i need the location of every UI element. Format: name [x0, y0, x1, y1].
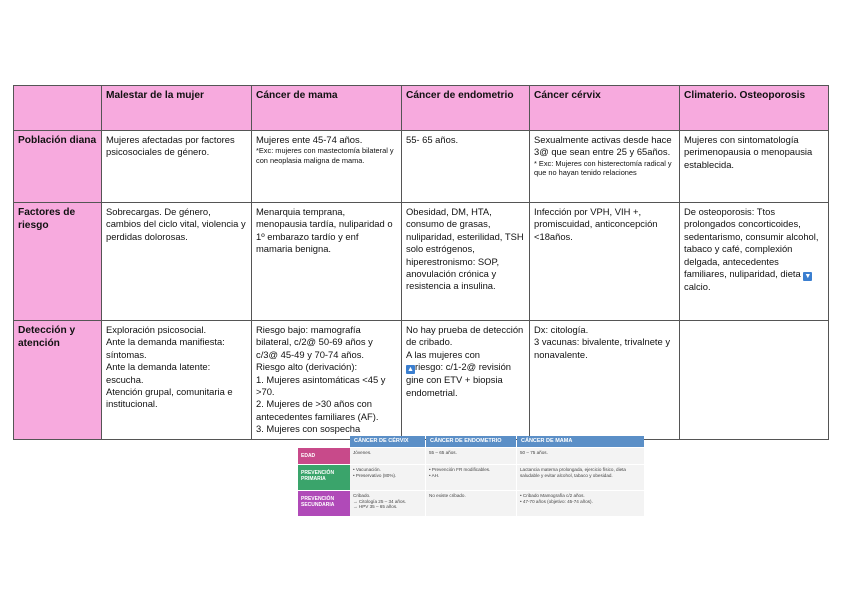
header-cancer-endometrio: Cáncer de endometrio: [402, 86, 530, 131]
cell-poblacion-mama: Mujeres ente 45-74 años. *Exc: mujeres con mastectomía bilateral y con neoplasia maligna de mama.: [252, 131, 402, 203]
row-label-factores: Factores de riesgo: [14, 203, 102, 321]
note-mama: *Exc: mujeres con mastectomía bilateral y con neoplasia maligna de mama.: [256, 146, 394, 165]
cell-factores-malestar: Sobrecargas. De género, cambios del ciclo vital, violencia y perdidas dolorosas.: [102, 203, 252, 321]
cell-deteccion-climaterio: [680, 321, 829, 440]
row-deteccion: [14, 321, 829, 440]
cell-factores-cervix: Infección por VPH, VIH +, promiscuidad, anticoncepción <18años.: [530, 203, 680, 321]
mini-row-primaria: PREVENCIÓN PRIMARIA: [298, 465, 350, 490]
mini-row-secundaria: PREVENCIÓN SECUNDARIA: [298, 491, 350, 516]
mini-cell: Cribado. → Citología 25 – 34 años. → HPV 35 – 65 años.: [350, 491, 425, 516]
header-malestar: Malestar de la mujer: [102, 86, 252, 131]
row-factores: [14, 203, 829, 321]
mini-header-endometrio: CÁNCER DE ENDOMETRIO: [426, 436, 516, 447]
cell-factores-climaterio: De osteoporosis: Ttos prolongados concorticoides, sedentarismo, consumir alcohol, tabaco y café, complexión delgada, antecedentes familiares, nuliparidad, dieta ▼ calcio.: [680, 203, 829, 321]
cell-factores-mama: Menarquia temprana, menopausia tardía, nuliparidad o 1º embarazo tardío y enf mamaria benigna.: [252, 203, 402, 321]
mini-row-edad: EDAD: [298, 448, 350, 464]
row-label-deteccion: Detección y atención: [14, 321, 102, 440]
mini-cell: No existe cribado.: [426, 491, 516, 516]
cell-poblacion-endometrio: 55- 65 años.: [402, 131, 530, 203]
mini-cell: Jóvenes.: [350, 448, 425, 464]
mini-cell: 50 – 75 años.: [517, 448, 644, 464]
row-label-poblacion: Población diana: [14, 131, 102, 203]
header-climaterio: Climaterio. Osteoporosis: [680, 86, 829, 131]
cell-poblacion-malestar: Mujeres afectadas por factores psicosociales de género.: [102, 131, 252, 203]
mini-cell: 55 – 65 años.: [426, 448, 516, 464]
cell-poblacion-climaterio: Mujeres con sintomatología perimenopausia o menopausia establecida.: [680, 131, 829, 203]
summary-image: [298, 436, 644, 516]
header-row: [14, 86, 829, 131]
cell-deteccion-malestar: Exploración psicosocial. Ante la demanda manifiesta: síntomas. Ante la demanda latente: escucha. Atención grupal, comunitaria e institucional.: [102, 321, 252, 440]
mini-cell: Lactancia materna prolongada, ejercicio físico, dieta saludable y evitar alcohol, tabaco y obesidad.: [517, 465, 644, 490]
mini-header-mama: CÁNCER DE MAMA: [517, 436, 644, 447]
down-arrow-icon: ▼: [804, 273, 812, 281]
mini-cell: • Vacunación. • Preservativo (80%).: [350, 465, 425, 490]
note-cervix: * Exc: Mujeres con histerectomía radical y que no hayan tenido relaciones: [534, 158, 672, 178]
up-arrow-icon: ▲: [407, 366, 414, 374]
cell-factores-endometrio: Obesidad, DM, HTA, consumo de grasas, nuliparidad, esterilidad, TSH solo estrógenos, hiperestronismo: SOP, anovulación crónica y resistencia a insulina.: [402, 203, 530, 321]
cell-deteccion-cervix: Dx: citología. 3 vacunas: bivalente, trivalnete y nonavalente.: [530, 321, 680, 440]
mini-cell: • Prevención FR modificables. • AH.: [426, 465, 516, 490]
row-poblacion: [14, 131, 829, 203]
cell-deteccion-endometrio: No hay prueba de detección de cribado. A las mujeres con ▲riesgo: c/1-2@ revisión gine con ETV + biopsia endometrial.: [402, 321, 530, 440]
mini-cell: • Cribado Mamografía c/2 años. • 47-70 años (objetivo: 45-74 años).: [517, 491, 644, 516]
prevention-table: [13, 85, 829, 440]
mini-header-cervix: CÁNCER DE CÉRVIX: [350, 436, 425, 447]
header-cancer-cervix: Cáncer cérvix: [530, 86, 680, 131]
cell-poblacion-cervix: Sexualmente activas desde hace 3@ que sean entre 25 y 65años. * Exc: Mujeres con histerectomía radical y que no hayan tenido relaciones: [530, 131, 680, 203]
header-cancer-mama: Cáncer de mama: [252, 86, 402, 131]
header-empty: [14, 86, 102, 131]
cell-deteccion-mama: Riesgo bajo: mamografía bilateral, c/2@ 50-69 años y c/3@ 45-49 y 70-74 años. Riesgo alto (derivación): 1. Mujeres asintomáticas <45 y >70. 2. Mujeres de >30 años con antecedentes familiares (AF). 3. Mujeres con sospecha: [252, 321, 402, 440]
